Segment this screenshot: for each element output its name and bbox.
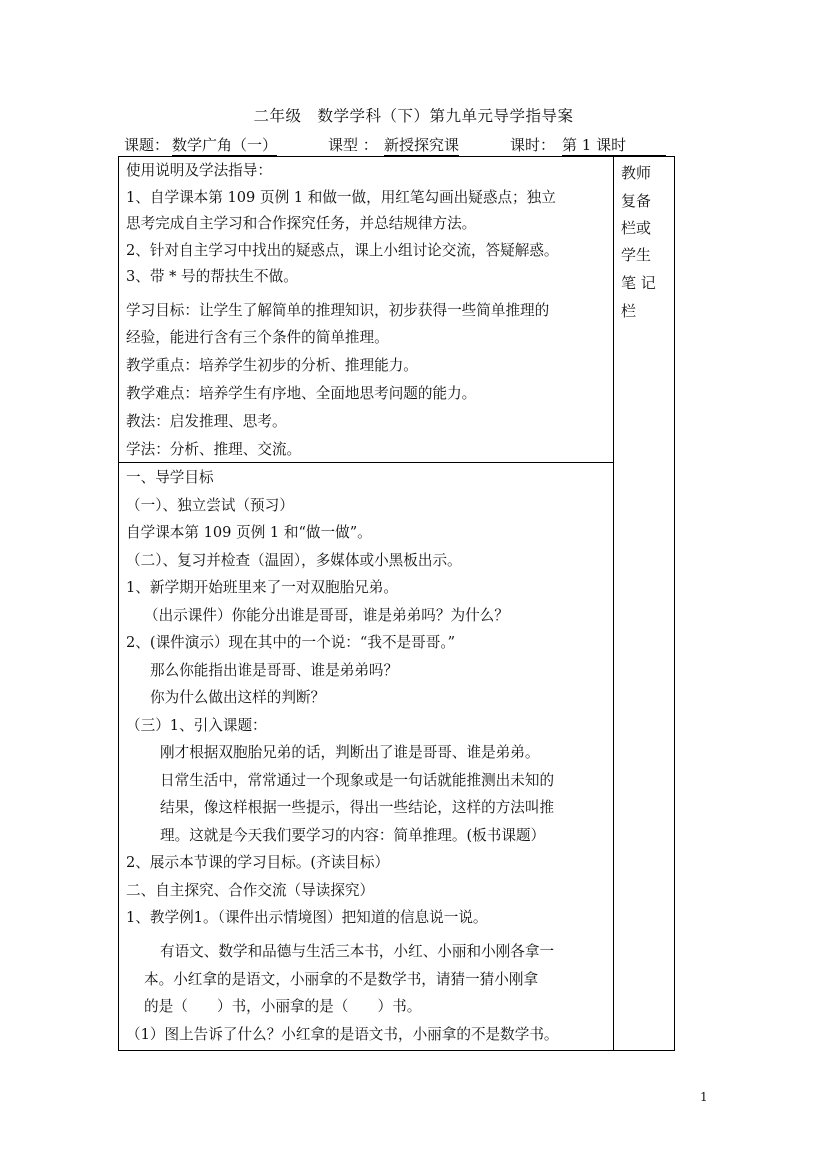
- side-label: 教师: [621, 164, 652, 182]
- side-label: 学生: [621, 246, 652, 264]
- period-value: 第 1 课时: [562, 134, 666, 156]
- period-label: 课时：: [510, 136, 556, 154]
- content-line: （三）1、引入课题：: [126, 717, 267, 734]
- instruction-line: 思考完成自主学习和合作探究任务，并总结规律方法。: [126, 215, 477, 232]
- content-line: 2、展示本节课的学习目标。(齐读目标）: [126, 854, 390, 871]
- instruction-line: 3、带 * 号的帮扶生不做。: [126, 268, 298, 285]
- page-title: 二年级 数学学科（下）第九单元导学指导案: [253, 107, 574, 125]
- content-line: （一）、独立尝试（预习）: [126, 497, 294, 514]
- type-value: 新授探究课: [384, 136, 460, 154]
- teaching-difficulty: 教学难点：培养学生有序地、全面地思考问题的能力。: [126, 385, 477, 402]
- instructions-heading: 使用说明及学法指导：: [126, 162, 272, 179]
- content-line: （1）图上告诉了什么？小红拿的是语文书，小丽拿的不是数学书。: [126, 1026, 559, 1043]
- section-heading: 一、导学目标: [126, 469, 214, 486]
- content-line: （出示课件）你能分出谁是哥哥，谁是弟弟吗？为什么？: [144, 607, 509, 624]
- content-line: 刚才根据双胞胎兄弟的话，判断出了谁是哥哥、谁是弟弟。: [160, 744, 540, 761]
- content-line: 结果，像这样根据一些提示，得出一些结论，这样的方法叫推: [160, 799, 555, 816]
- content-line: 自学课本第 109 页例 1 和“做一做”。: [126, 524, 372, 541]
- content-line: （二）、复习并检查（温固），多媒体或小黑板出示。: [126, 552, 462, 569]
- problem-text: 本。小红拿的是语文，小丽拿的不是数学书，请猜一猜小刚拿: [144, 971, 539, 988]
- content-line: 日常生活中，常常通过一个现象或是一句话就能推测出未知的: [160, 772, 555, 789]
- instruction-line: 2、针对自主学习中找出的疑惑点，课上小组讨论交流，答疑解惑。: [126, 242, 559, 259]
- topic-label: 课题：: [124, 136, 170, 154]
- problem-text: 的是（ ）书，小丽拿的是（ ）书。: [144, 998, 422, 1015]
- learning-objective: 学习目标：让学生了解简单的推理知识，初步获得一些简单推理的: [126, 302, 550, 319]
- teaching-method: 教法：启发推理、思考。: [126, 413, 287, 430]
- side-label: 笔 记: [621, 274, 656, 292]
- type-label: 课型 ：: [328, 136, 378, 154]
- topic-value: 数学广角（一）: [172, 136, 278, 154]
- content-line: 你为什么做出这样的判断？: [150, 689, 326, 706]
- content-line: 1、教学例1。（课件出示情境图）把知道的信息说一说。: [126, 909, 488, 926]
- problem-text: 有语文、数学和品德与生活三本书，小红、小丽和小刚各拿一: [160, 943, 555, 960]
- side-label: 栏或: [621, 219, 652, 237]
- content-line: 1、新学期开始班里来了一对双胞胎兄弟。: [126, 579, 398, 596]
- learning-objective-cont: 经验，能进行含有三个条件的简单推理。: [126, 329, 389, 346]
- content-line: 2、(课件演示）现在其中的一个说：“我不是哥哥。”: [126, 634, 456, 651]
- learning-method: 学法：分析、推理、交流。: [126, 441, 302, 458]
- content-line: 理。这就是今天我们要学习的内容：简单推理。(板书课题）: [160, 827, 546, 844]
- side-label: 复备: [621, 192, 652, 210]
- page-number: 1: [700, 1090, 708, 1104]
- lesson-meta: [124, 134, 669, 156]
- content-line: 那么你能指出谁是哥哥、谁是弟弟吗？: [150, 662, 399, 679]
- section-heading: 二、自主探究、合作交流（导读探究）: [126, 882, 375, 899]
- teaching-focus: 教学重点：培养学生初步的分析、推理能力。: [126, 357, 418, 374]
- side-label: 栏: [621, 302, 637, 320]
- instruction-line: 1、自学课本第 109 页例 1 和做一做，用红笔勾画出疑惑点；独立: [126, 189, 556, 206]
